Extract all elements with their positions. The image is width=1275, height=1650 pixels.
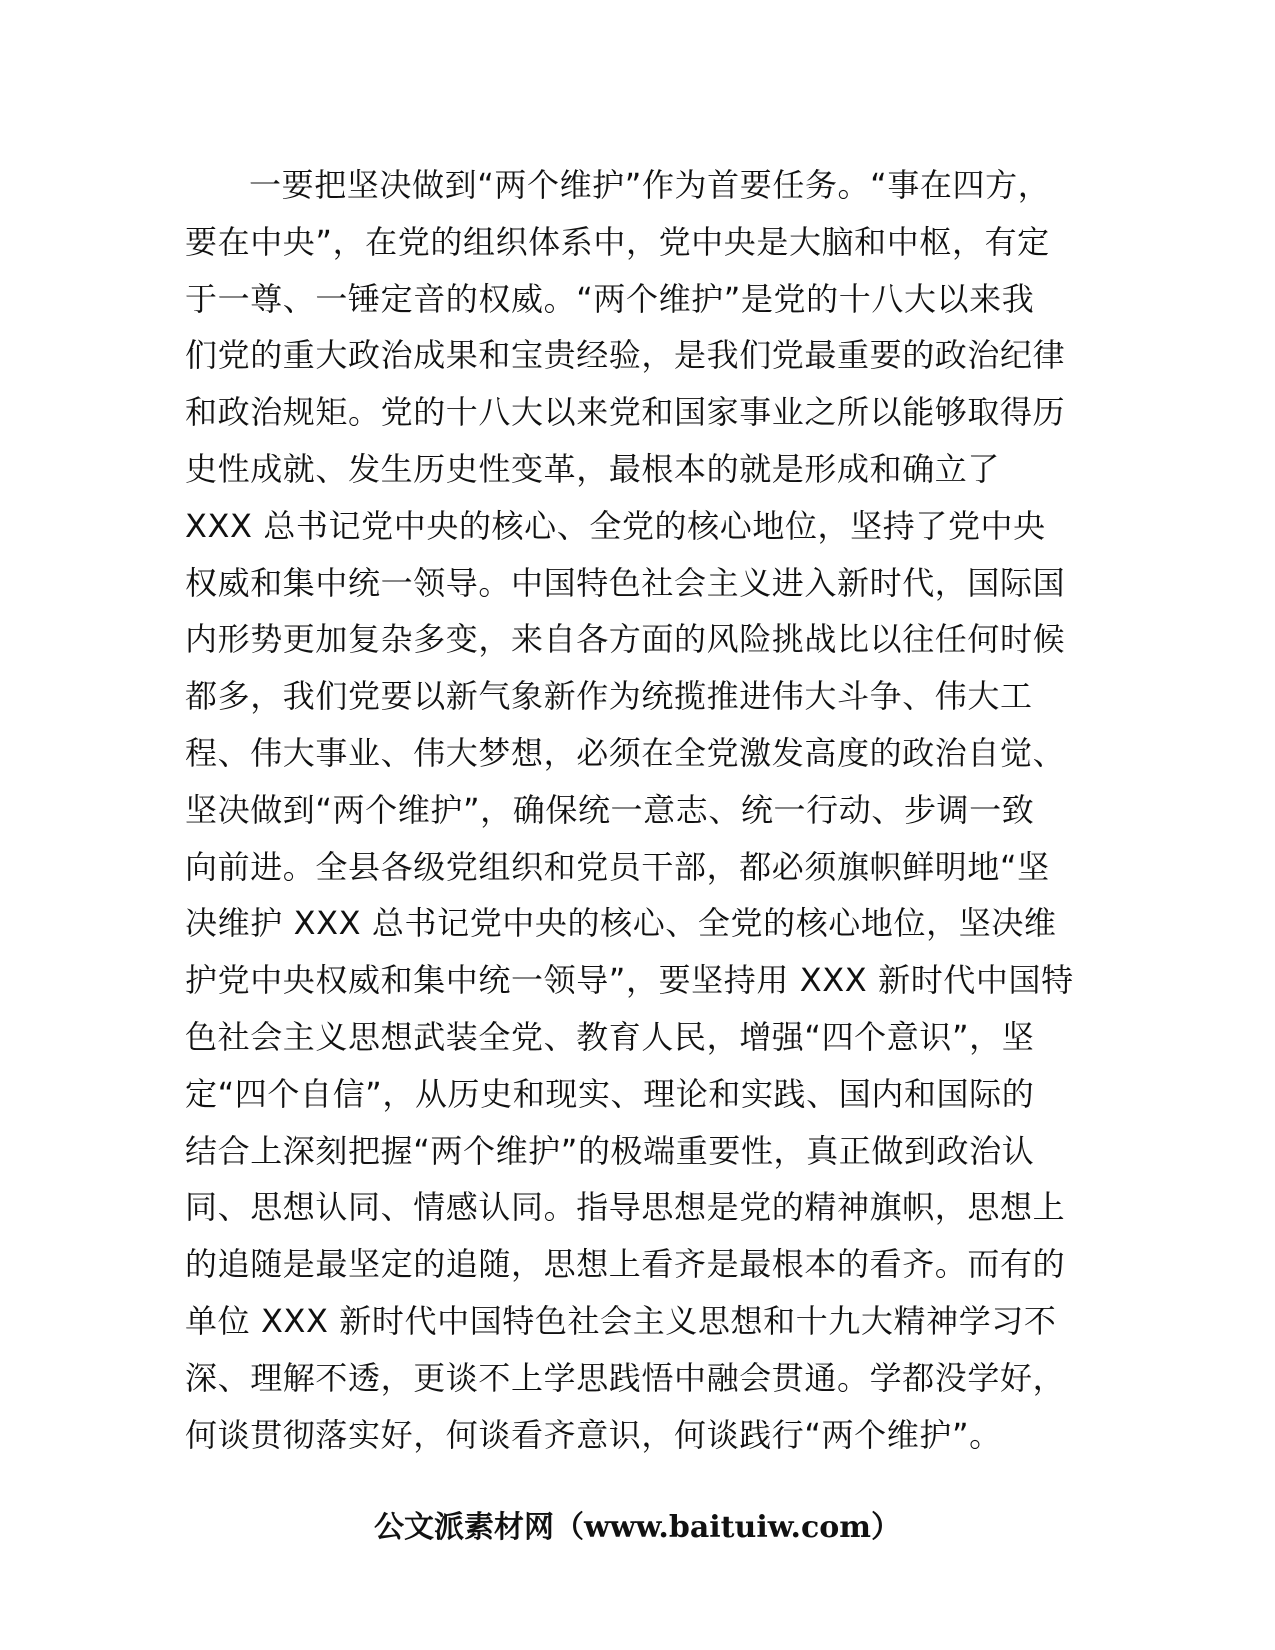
paragraph-line: 和政治规矩。党的十八大以来党和国家事业之所以能够取得历 xyxy=(185,393,1066,432)
paragraph-line: 一要把坚决做到“两个维护”作为首要任务。“事在四方， xyxy=(249,166,1051,204)
paragraph-line: 向前进。全县各级党组织和党员干部，都必须旗帜鲜明地“坚 xyxy=(185,847,1050,886)
paragraph-line: 要在中央”，在党的组织体系中，党中央是大脑和中枢，有定 xyxy=(185,222,1050,261)
paragraph-line: 内形势更加复杂多变，来自各方面的风险挑战比以往任何时候 xyxy=(185,620,1066,659)
paragraph-line: 护党中央权威和集中统一领导”，要坚持用 XXX 新时代中国特 xyxy=(185,961,1074,1000)
paragraph-line: 决维护 XXX 总书记党中央的核心、全党的核心地位，坚决维 xyxy=(185,904,1057,943)
paragraph-line: 深、理解不透，更谈不上学思践悟中融会贯通。学都没学好， xyxy=(185,1358,1066,1397)
paragraph-line: 色社会主义思想武装全党、教育人民，增强“四个意识”，坚 xyxy=(185,1017,1035,1056)
paragraph-line: 结合上深刻把握“两个维护”的极端重要性，真正做到政治认 xyxy=(185,1131,1035,1170)
paragraph-line: 单位 XXX 新时代中国特色社会主义思想和十九大精神学习不 xyxy=(185,1301,1057,1340)
paragraph-line: 都多，我们党要以新气象新作为统揽推进伟大斗争、伟大工 xyxy=(185,677,1033,716)
paragraph-line: 坚决做到“两个维护”，确保统一意志、统一行动、步调一致 xyxy=(185,790,1035,829)
paragraph-line: 程、伟大事业、伟大梦想，必须在全党激发高度的政治自觉、 xyxy=(185,733,1066,772)
paragraph-line: 的追随是最坚定的追随，思想上看齐是最根本的看齐。而有的 xyxy=(185,1245,1066,1284)
paragraph-line: 史性成就、发生历史性变革，最根本的就是形成和确立了 xyxy=(185,449,1001,488)
paragraph-line: 同、思想认同、情感认同。指导思想是党的精神旗帜，思想上 xyxy=(185,1188,1066,1227)
body-paragraph xyxy=(185,157,1085,1463)
paragraph-line: 们党的重大政治成果和宝贵经验，是我们党最重要的政治纪律 xyxy=(185,336,1066,375)
paragraph-line: 于一尊、一锤定音的权威。“两个维护”是党的十八大以来我 xyxy=(185,279,1035,318)
paragraph-line: 权威和集中统一领导。中国特色社会主义进入新时代，国际国 xyxy=(185,563,1066,602)
paragraph-line: 定“四个自信”，从历史和现实、理论和实践、国内和国际的 xyxy=(185,1074,1035,1113)
footer-watermark-text: 公文派素材网（www.baituiw.com） xyxy=(373,1510,902,1545)
paragraph-line: XXX 总书记党中央的核心、全党的核心地位，坚持了党中央 xyxy=(185,506,1046,545)
paragraph-line: 何谈贯彻落实好，何谈看齐意识，何谈践行“两个维护”。 xyxy=(185,1415,1002,1454)
